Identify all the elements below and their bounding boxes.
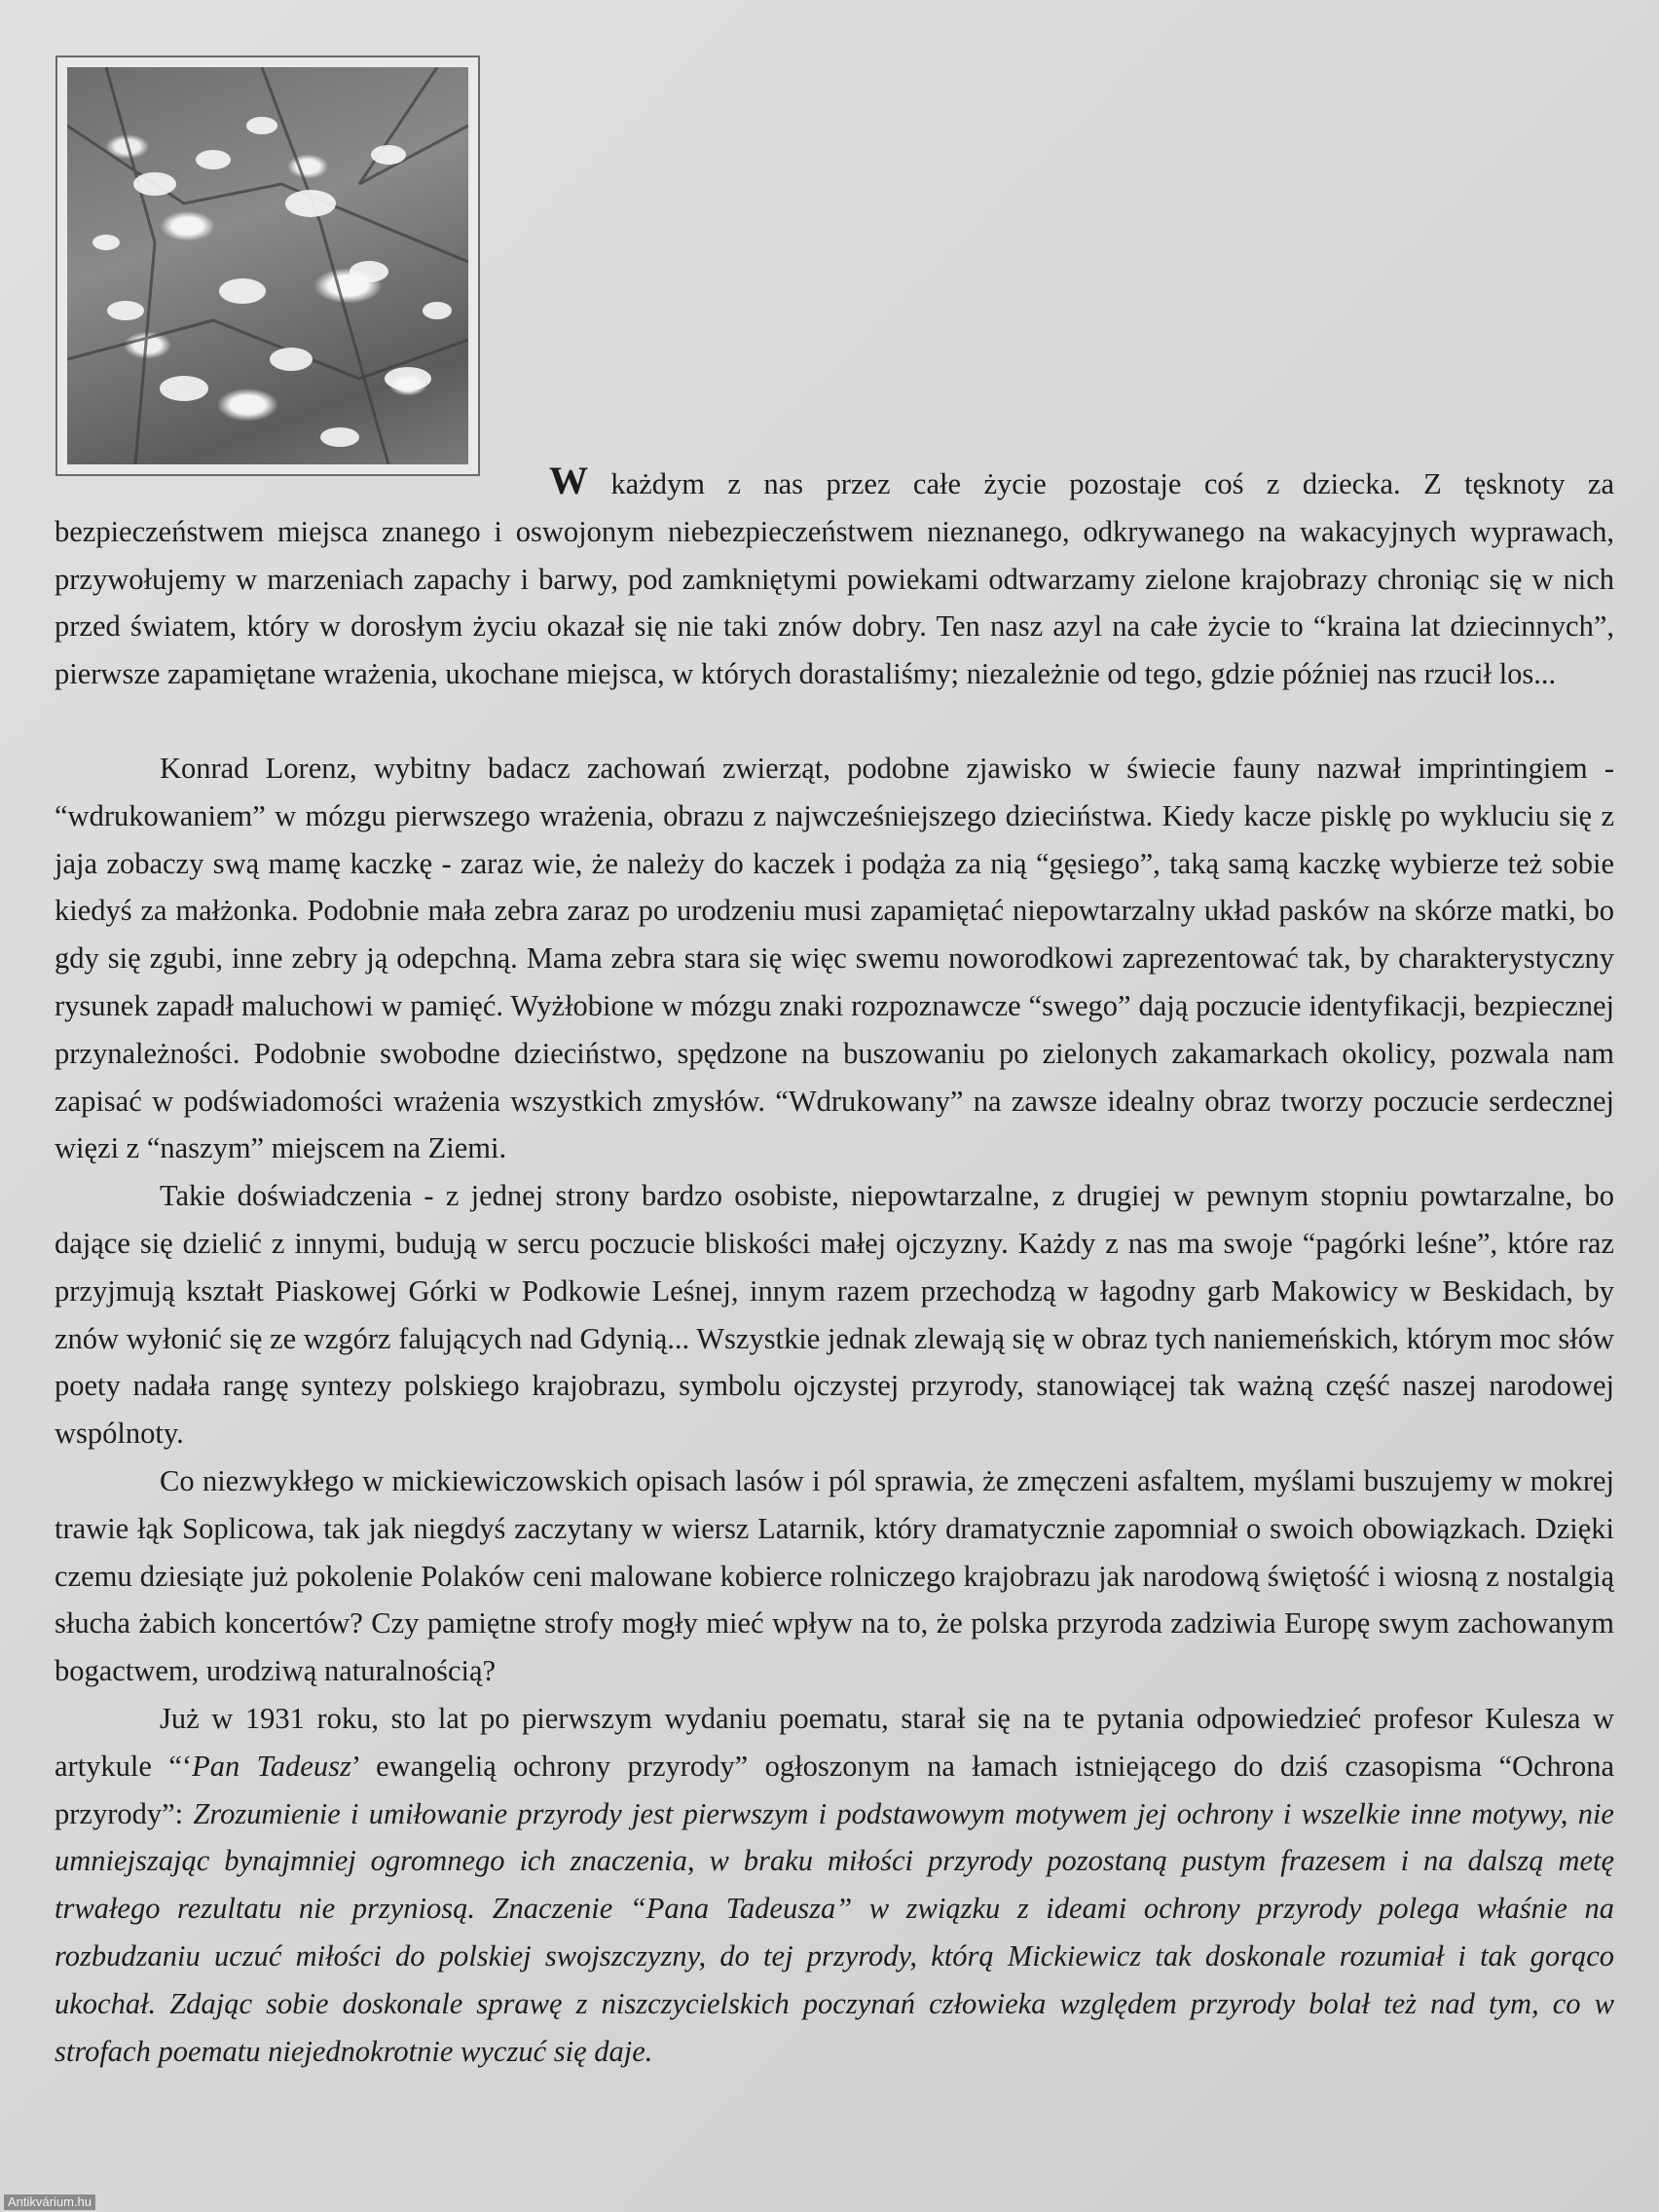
paragraph-4: Co niezwykłego w mickiewiczowskich opisach lasów i pól sprawia, że zmęczeni asfaltem, myślami buszujemy w mokrej trawie łąk Soplicowa, tak jak niegdyś zaczytany w wiersz Latarnik, który dramatycznie zapomniał o swoich obowiązkach. Dzięki czemu dziesiąte już pokolenie Polaków ceni malowane kobierce rolniczego krajobrazu jak narodową świętość i wiosną z nostalgią słucha żabich koncertów? Czy pamiętne strofy mogły mieć wpływ na to, że polska przyroda zadziwia Europę swym zachowanym bogactwem, urodziwą naturalnością?: [55, 1463, 1614, 1688]
paragraph-5: [55, 1695, 1614, 2075]
blossom-photo: [67, 67, 468, 464]
paragraph-1: [55, 458, 1614, 698]
drop-cap: W: [549, 459, 588, 502]
work-title: Pan Tadeusz: [192, 1749, 351, 1783]
paragraph-3: Takie doświadczenia - z jednej strony bardzo osobiste, niepowtarzalne, z drugiej w pewnym stopniu powtarzalne, bo dające się dzielić z innymi, budują w sercu poczucie bliskości małej ojczyzny. Każdy z nas ma swoje “pagórki leśne”, które raz przyjmują kształt Piaskowej Górki w Podkowie Leśnej, innym razem przechodzą w łagodny garb Makowicy w Beskidach, by znów wyłonić się ze wzgórz falujących nad Gdynią... Wszystkie jednak zlewają się w obraz tych naniemeńskich, którym moc słów poety nadała rangę syntezy polskiego krajobrazu, symbolu ojczystej przyrody, stanowiącej tak ważną część naszej narodowej wspólnoty.: [55, 1179, 1614, 1451]
photo-frame: [55, 55, 480, 476]
paragraph-2: Konrad Lorenz, wybitny badacz zachowań zwierząt, podobne zjawisko w świecie fauny nazwał imprintingiem - “wdrukowaniem” w mózgu pierwszego wrażenia, obrazu z najwcześniejszego dzieciństwa. Kiedy kacze pisklę po wykluciu się z jaja zobaczy swą mamę kaczkę - zaraz wie, że należy do kaczek i podąża za nią “gęsiego”, taką samą kaczkę wybierze też sobie kiedyś za małżonka. Podobnie mała zebra zaraz po urodzeniu musi zapamiętać niepowtarzalny układ pasków na skórze matki, bo gdy się zgubi, inne zebry ją odepchną. Mama zebra stara się więc swemu noworodkowi zaprezentować tak, by charakterystyczny rysunek zapadł maluchowi w pamięć. Wyżłobione w mózgu znaki rozpoznawcze “swego” dają poczucie identyfikacji, bezpiecznej przynależności. Podobnie swobodne dzieciństwo, spędzone na buszowaniu po zielonych zakamarkach okolicy, pozwala nam zapisać w podświadomości wrażenia wszystkich zmysłów. “Wdrukowany” na zawsze idealny obraz tworzy poczucie serdecznej więzi z “naszym” miejscem na Ziemi.: [55, 751, 1614, 1165]
photo-spacer: [55, 458, 549, 471]
paragraph-5-intro: Już w 1931 roku, sto lat po pierwszym wydaniu poematu, starał się na te pytania odpowiedzieć profesor Kulesza w artykule “‘: [55, 1701, 1614, 1783]
paragraph-5-mid: ’ ewangelią ochrony przyrody” ogłoszonym na łamach istniejącego do dziś czasopisma “Ochrona przyrody”:: [55, 1749, 1614, 1830]
watermark: Antikvárium.hu: [4, 2194, 95, 2210]
article-text: [55, 458, 1614, 2075]
quotation: Zrozumienie i umiłowanie przyrody jest pierwszym i podstawowym motywem jej ochrony i wszelkie inne motywy, nie umniejszając bynajmniej ogromnego ich znaczenia, w braku miłości przyrody pozostaną pustym frazesem i na dalszą metę trwałego rezultatu nie przyniosą. Znaczenie “Pana Tadeusza” w związku z ideami ochrony przyrody polega właśnie na rozbudzaniu uczuć miłości do polskiej swojszczyzny, do tej przyrody, którą Mickiewicz tak doskonale rozumiał i tak gorąco ukochał. Zdając sobie doskonale sprawę z niszczycielskich poczynań człowieka względem przyrody bolał też nad tym, co w strofach poematu niejednokrotnie wyczuć się daje.: [55, 1796, 1614, 2068]
paragraph-1-text: każdym z nas przez całe życie pozostaje coś z dziecka. Z tęsknoty za bezpieczeństwem miejsca znanego i oswojonym niebezpieczeństwem nieznanego, odkrywanego na wakacyjnych wyprawach, przywołujemy w marzeniach zapachy i barwy, pod zamkniętymi powiekami odtwarzamy zielone krajobrazy chroniąc się w nich przed światem, który w dorosłym życiu okazał się nie taki znów dobry. Ten nasz azyl na całe życie to “kraina lat dziecinnych”, pierwsze zapamiętane wrażenia, ukochane miejsca, w których dorastaliśmy; niezależnie od tego, gdzie później nas rzucił los...: [55, 467, 1614, 691]
